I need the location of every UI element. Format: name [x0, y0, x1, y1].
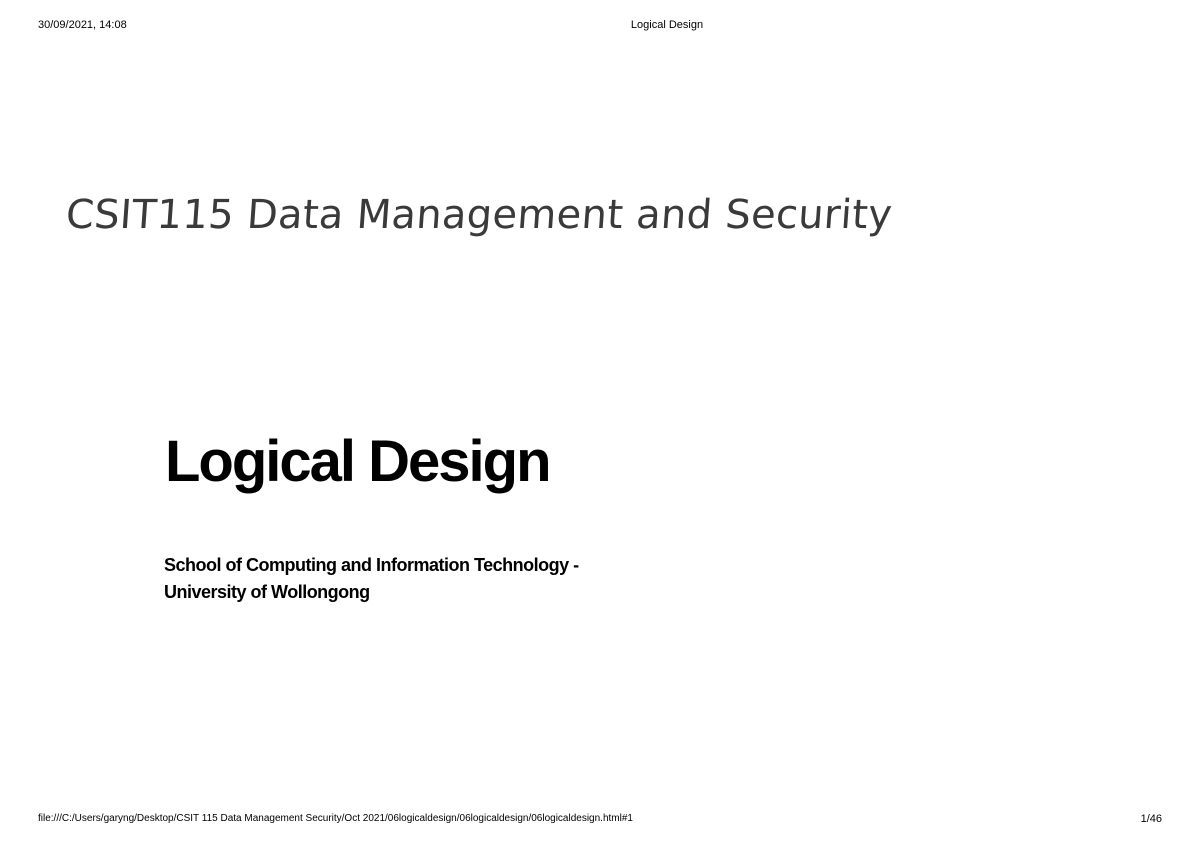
print-page-number: 1/46 — [1140, 813, 1162, 825]
course-title: CSIT115 Data Management and Security — [64, 192, 894, 238]
subtitle-line-school: School of Computing and Information Technology - — [164, 555, 579, 575]
print-datetime: 30/09/2021, 14:08 — [38, 19, 127, 31]
print-url: file:///C:/Users/garyng/Desktop/CSIT 115 Data Management Security/Oct 2021/06logicaldesign/06logicaldesign/06logicaldesign.html#1 — [38, 813, 633, 824]
slide-title: Logical Design — [165, 429, 550, 494]
print-page-title: Logical Design — [630, 19, 704, 31]
slide-subtitle — [164, 552, 579, 606]
subtitle-line-university: University of Wollongong — [164, 582, 370, 602]
